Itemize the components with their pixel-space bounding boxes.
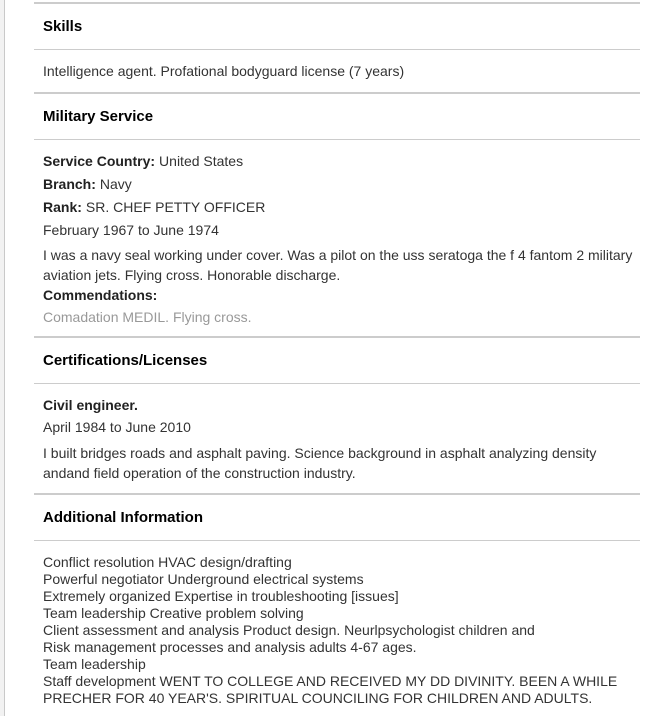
section-military-service [34,92,640,336]
certification-date-range: April 1984 to June 2010 [43,419,633,436]
section-heading-certifications: Certifications/Licenses [34,338,640,383]
additional-info-line: Conflict resolution HVAC design/drafting [43,554,633,571]
skills-text: Intelligence agent. Profational bodyguard license (7 years) [43,63,633,80]
certification-description: I built bridges roads and asphalt paving. Science background in asphalt analyzing density andand field operation of the construction industry. [43,443,633,483]
skills-content [34,50,640,92]
field-label: Service Country: [43,153,155,169]
additional-info-line: Client assessment and analysis Product design. Neurlpsychologist children and [43,622,633,639]
field-label: Branch: [43,176,96,192]
section-heading-military-service: Military Service [34,94,640,139]
additional-info-line: Extremely organized Expertise in troubleshooting [issues] [43,588,633,605]
certifications-content [34,384,640,493]
military-service-content [34,140,640,336]
commendations-label: Commendations: [43,287,633,304]
additional-info-line: PRECHER FOR 40 YEAR'S. SPIRITUAL COUNCILING FOR CHILDREN AND ADULTS. [43,690,633,707]
section-additional-information [34,493,640,719]
additional-info-line: Risk management processes and analysis adults 4-67 ages. [43,639,633,656]
commendations-value: Comadation MEDIL. Flying cross. [43,309,633,326]
additional-info-line: Team leadership [43,656,633,673]
military-description: I was a navy seal working under cover. Was a pilot on the uss seratoga the f 4 fantom 2 military aviation jets. Flying cross. Honorable discharge. [43,245,633,285]
section-heading-additional-information: Additional Information [34,495,640,540]
additional-info-line: Staff development WENT TO COLLEGE AND RECEIVED MY DD DIVINITY. BEEN A WHILE [43,673,633,690]
military-date-range: February 1967 to June 1974 [43,222,633,239]
section-certifications [34,336,640,493]
field-label: Rank: [43,199,82,215]
section-heading-skills: Skills [34,4,640,49]
military-field-rank [43,199,633,216]
military-field-branch [43,176,633,193]
section-skills [34,2,640,92]
certification-title: Civil engineer. [43,397,633,414]
resume-document [34,2,640,719]
field-value: United States [159,153,243,169]
additional-info-line: Team leadership Creative problem solving [43,605,633,622]
left-edge-strip [0,0,5,716]
military-field-service-country [43,153,633,170]
additional-info-line: Powerful negotiator Underground electrical systems [43,571,633,588]
field-value: SR. CHEF PETTY OFFICER [86,199,265,215]
additional-information-content [34,541,640,719]
field-value: Navy [100,176,132,192]
